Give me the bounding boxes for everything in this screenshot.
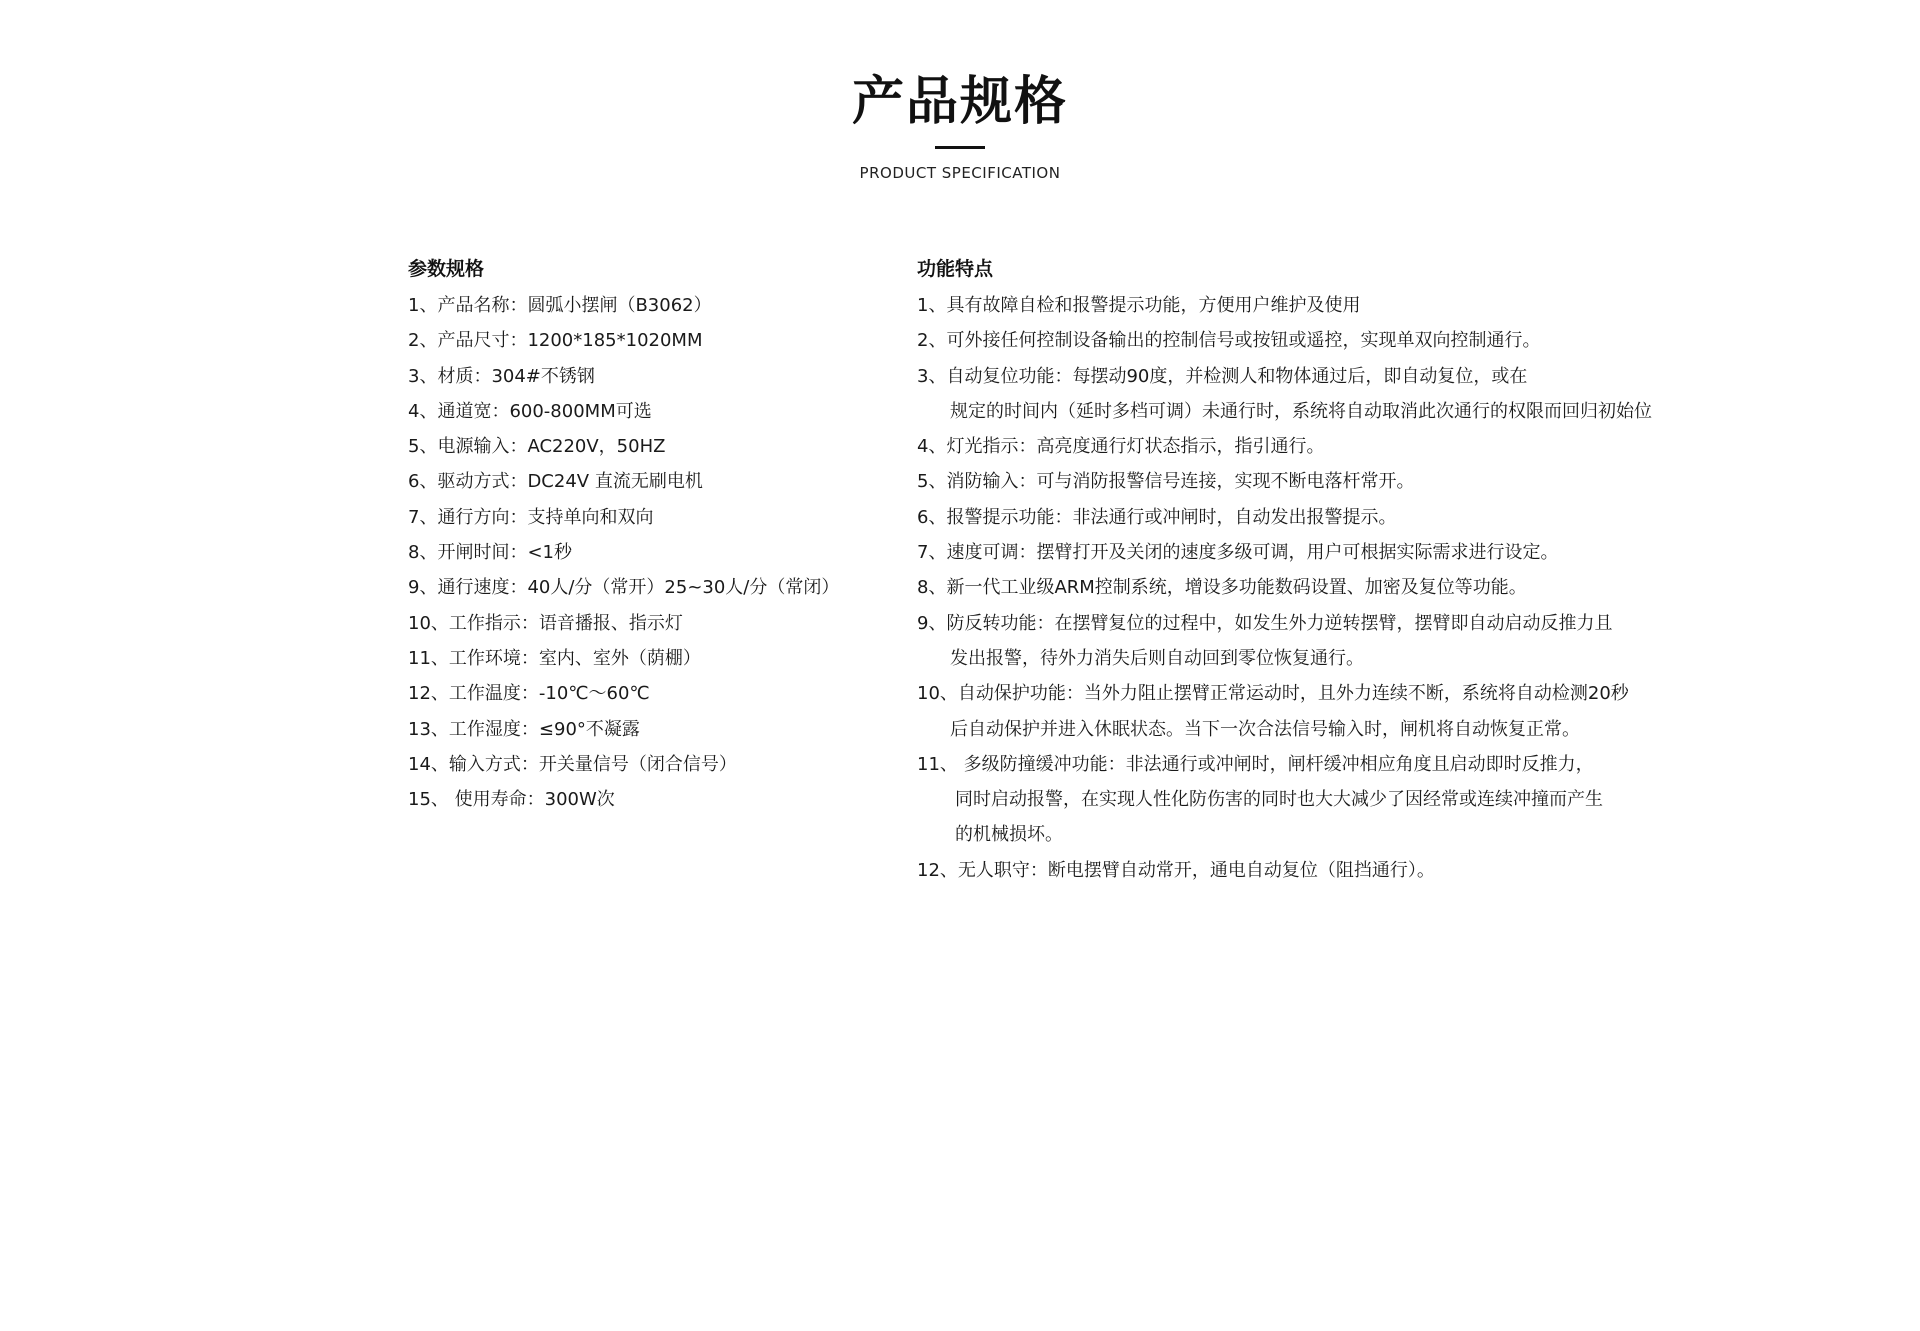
feature-line-continuation: 后自动保护并进入休眠状态。当下一次合法信号输入时，闸机将自动恢复正常。: [950, 718, 1580, 740]
feature-line: 9、防反转功能：在摆臂复位的过程中，如发生外力逆转摆臂，摆臂即自动启动反推力且: [917, 612, 1613, 634]
feature-line: 11、 多级防撞缓冲功能：非法通行或冲闸时，闸杆缓冲相应角度且启动即时反推力，: [917, 753, 1594, 775]
spec-item: 6、驱动方式：DC24V 直流无刷电机: [408, 471, 703, 493]
features-heading: 功能特点: [917, 258, 994, 280]
spec-item: 9、通行速度：40人/分（常开）25~30人/分（常闭）: [408, 577, 840, 599]
feature-line: 7、速度可调：摆臂打开及关闭的速度多级可调，用户可根据实际需求进行设定。: [917, 542, 1559, 564]
feature-line: 3、自动复位功能：每摆动90度，并检测人和物体通过后，即自动复位，或在: [917, 365, 1528, 387]
features-section: [917, 254, 1817, 888]
feature-line-continuation: 同时启动报警，在实现人性化防伤害的同时也大大减少了因经常或连续冲撞而产生: [955, 789, 1603, 811]
feature-line: 4、灯光指示：高亮度通行灯状态指示，指引通行。: [917, 436, 1325, 458]
feature-line: 10、自动保护功能：当外力阻止摆臂正常运动时，且外力连续不断，系统将自动检测20秒: [917, 683, 1629, 705]
spec-item: 10、工作指示：语音播报、指示灯: [408, 612, 683, 634]
feature-line-continuation: 规定的时间内（延时多档可调）未通行时，系统将自动取消此次通行的权限而回归初始位: [950, 400, 1652, 422]
spec-item: 7、通行方向：支持单向和双向: [408, 506, 654, 528]
spec-item: 8、开闸时间：<1秒: [408, 542, 572, 564]
spec-item: 15、 使用寿命：300W次: [408, 789, 615, 811]
spec-item: 2、产品尺寸：1200*185*1020MM: [408, 330, 703, 352]
feature-line: 5、消防输入：可与消防报警信号连接，实现不断电落杆常开。: [917, 471, 1415, 493]
specs-heading: 参数规格: [408, 258, 485, 280]
feature-line-continuation: 发出报警，待外力消失后则自动回到零位恢复通行。: [950, 647, 1364, 669]
feature-line: 6、报警提示功能：非法通行或冲闸时，自动发出报警提示。: [917, 506, 1397, 528]
spec-item: 3、材质：304#不锈钢: [408, 365, 595, 387]
page-title: 产品规格: [851, 72, 1068, 132]
feature-line: 8、新一代工业级ARM控制系统，增设多功能数码设置、加密及复位等功能。: [917, 577, 1527, 599]
spec-item: 4、通道宽：600-800MM可选: [408, 400, 652, 422]
feature-line: 1、具有故障自检和报警提示功能，方便用户维护及使用: [917, 295, 1361, 316]
spec-item: 5、电源输入：AC220V，50HZ: [408, 436, 666, 458]
spec-item: 13、工作湿度：≤90°不凝露: [408, 718, 640, 740]
feature-line: 2、可外接任何控制设备输出的控制信号或按钮或遥控，实现单双向控制通行。: [917, 330, 1541, 352]
spec-item: 1、产品名称：圆弧小摆闸（B3062）: [408, 295, 712, 316]
spec-item: 12、工作温度：-10℃～60℃: [408, 683, 650, 705]
title-divider: [935, 146, 985, 149]
specs-section: [408, 254, 888, 817]
spec-item: 11、工作环境：室内、室外（荫棚）: [408, 647, 701, 669]
feature-line: 12、无人职守：断电摆臂自动常开，通电自动复位（阻挡通行）。: [917, 859, 1435, 881]
feature-line-continuation: 的机械损坏。: [955, 824, 1063, 846]
spec-item: 14、输入方式：开关量信号（闭合信号）: [408, 753, 737, 775]
page-subtitle: PRODUCT SPECIFICATION: [859, 164, 1061, 182]
